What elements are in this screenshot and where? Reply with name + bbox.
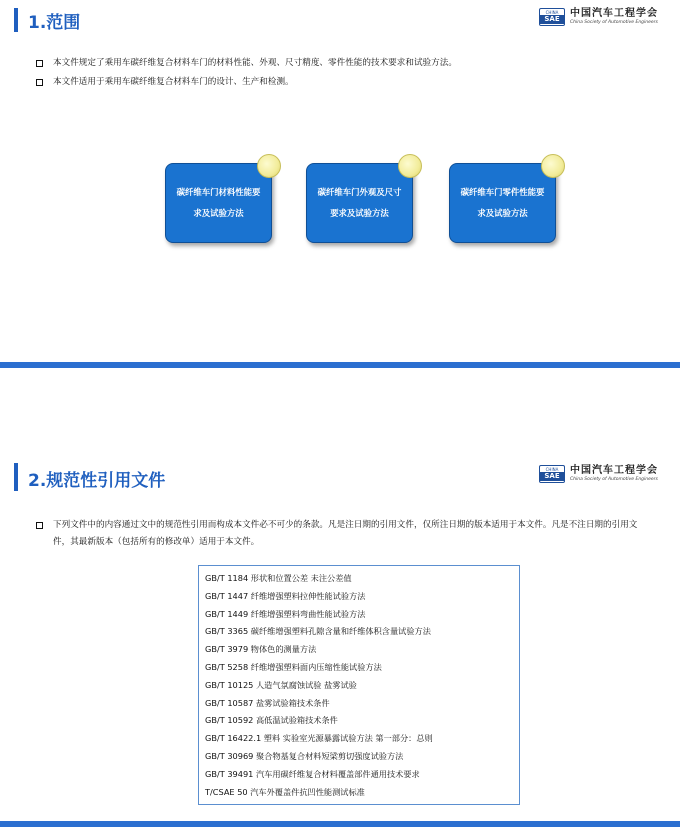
card-appearance-dimension: 碳纤维车门外观及尺寸要求及试验方法 <box>306 163 413 243</box>
reference-item: GB/T 39491 汽车用碳纤维复合材料覆盖部件通用技术要求 <box>205 768 420 779</box>
scope-cards <box>0 154 680 254</box>
sae-logo-icon: CHINA SAE <box>539 465 565 483</box>
bullet-item: 下列文件中的内容通过文中的规范性引用而构成本文件必不可少的条款。凡是注日期的引用文件，仅所注日期的版本适用于本文件。凡是不注日期的引用文件，其最新版本（包括所有的修改单）适用于本文件。 <box>36 517 649 551</box>
title-accent-bar <box>14 463 18 491</box>
reference-item: GB/T 10125 人造气氛腐蚀试验 盐雾试验 <box>205 679 357 690</box>
checkbox-bullet-icon <box>36 60 43 67</box>
slide-separator <box>0 821 680 827</box>
title-accent-bar <box>14 8 18 32</box>
reference-item: GB/T 10592 高低温试验箱技术条件 <box>205 715 338 726</box>
slide-title: 1.范围 <box>28 13 81 33</box>
bullet-item: 本文件适用于乘用车碳纤维复合材料车门的设计、生产和检测。 <box>36 76 457 89</box>
card-dot-icon <box>398 154 422 178</box>
checkbox-bullet-icon <box>36 522 43 529</box>
logo-name-cn: 中国汽车工程学会 <box>570 465 658 476</box>
reference-item: GB/T 5258 纤维增强塑料面内压缩性能试验方法 <box>205 661 382 672</box>
reference-item: GB/T 1449 纤维增强塑料弯曲性能试验方法 <box>205 608 366 619</box>
csae-logo <box>539 465 658 483</box>
reference-item: GB/T 10587 盐雾试验箱技术条件 <box>205 697 330 708</box>
bullet-item: 本文件规定了乘用车碳纤维复合材料车门的材料性能、外观、尺寸精度、零件性能的技术要求和试验方法。 <box>36 57 457 70</box>
reference-intro <box>36 517 649 551</box>
reference-list <box>198 565 520 805</box>
scope-bullets <box>36 57 457 95</box>
card-part-performance: 碳纤维车门零件性能要求及试验方法 <box>449 163 556 243</box>
logo-name-cn: 中国汽车工程学会 <box>570 8 658 19</box>
logo-name-en: China Society of Automotive Engineers <box>570 477 658 482</box>
slide-normative-references <box>0 455 680 828</box>
csae-logo <box>539 8 658 26</box>
reference-item: GB/T 16422.1 塑料 实验室光源暴露试验方法 第一部分：总则 <box>205 733 433 744</box>
slide-separator <box>0 362 680 368</box>
checkbox-bullet-icon <box>36 79 43 86</box>
reference-item: GB/T 1184 形状和位置公差 未注公差值 <box>205 573 352 583</box>
logo-name-en: China Society of Automotive Engineers <box>570 20 658 25</box>
reference-item: GB/T 1447 纤维增强塑料拉伸性能试验方法 <box>205 590 366 601</box>
reference-item: GB/T 30969 聚合物基复合材料短梁剪切强度试验方法 <box>205 750 404 761</box>
card-dot-icon <box>257 154 281 178</box>
reference-item: GB/T 3979 物体色的测量方法 <box>205 644 317 655</box>
card-material-performance: 碳纤维车门材料性能要求及试验方法 <box>165 163 272 243</box>
reference-item: T/CSAE 50 汽车外覆盖件抗凹性能测试标准 <box>205 786 365 797</box>
reference-item: GB/T 3365 碳纤维增强塑料孔隙含量和纤维体积含量试验方法 <box>205 626 431 637</box>
slide-title: 2.规范性引用文件 <box>28 471 166 491</box>
slide-scope <box>0 0 680 368</box>
sae-logo-icon: CHINA SAE <box>539 8 565 26</box>
card-dot-icon <box>541 154 565 178</box>
